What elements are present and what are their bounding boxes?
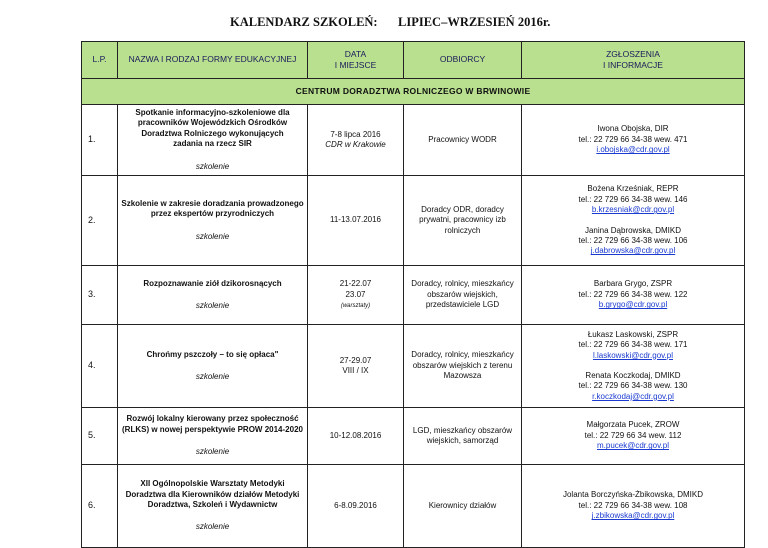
row-date-2: VIII / IX [342,366,369,375]
row-audience: Doradcy, rolnicy, mieszkańcy obszarów wiejskich, przedstawiciele LGD [404,266,522,325]
section-title: CENTRUM DORADZTWA ROLNICZEGO W BRWINOWIE [82,79,745,105]
row-type: szkolenie [195,447,230,457]
row-date: 10-12.08.2016 [308,408,404,465]
row-date-2: 23.07 [345,289,366,299]
row-audience: LGD, mieszkańcy obszarów wiejskich, samorząd [404,408,522,465]
table-row [82,325,745,408]
contact-email-link[interactable]: j.zbikowska@cdr.gov.pl [591,511,675,521]
row-date-note: (warsztaty) [340,302,371,309]
contact-name: Iwona Obojska, DIR [597,124,669,134]
title-left: KALENDARZ SZKOLEŃ: [230,15,378,29]
contact-name: Barbara Grygo, ZSPR [593,279,673,289]
contact-phone: tel.: 22 729 66 34-38 wew. 106 [578,235,688,245]
row-date: 11-13.07.2016 [308,176,404,266]
contact-name: Łukasz Laskowski, ZSPR [587,329,679,339]
row-number: 5. [82,408,118,465]
row-date-cell [308,105,404,176]
col-contact-line2: I INFORMACJE [603,60,663,70]
row-contact-cell [522,325,745,408]
row-title-cell [118,176,308,266]
contact-name: Janina Dąbrowska, DMIKD [584,225,682,235]
row-title: Spotkanie informacyjno-szkoleniowe dla pracowników Wojewódzkich Ośrodków Doradztwa Rolniczego wykonujących zadania na rzecz SIR [135,108,290,149]
row-number: 4. [82,325,118,408]
contact-email-link[interactable]: b.grygo@cdr.gov.pl [598,300,668,310]
row-contact-cell [522,105,745,176]
col-lp: L.P. [82,42,118,79]
training-calendar-table [81,41,745,548]
row-contact-cell [522,408,745,465]
row-date: 21-22.07 [339,279,372,289]
row-title-cell [118,465,308,548]
contact-name: Małgorzata Pucek, ZROW [586,420,680,430]
contact-name: Renata Koczkodaj, DMIKD [585,371,681,380]
row-contact-cell [522,465,745,548]
row-number: 1. [82,105,118,176]
contact-phone: tel.: 22 729 66 34 wew. 112 [584,430,682,440]
row-date-cell [308,325,404,408]
col-date [308,42,404,79]
row-number: 6. [82,465,118,548]
row-title: Szkolenie w zakresie doradzania prowadzonego przez ekspertów przyrodniczych [121,198,304,219]
col-date-line2: I MIEJSCE [334,60,377,70]
row-audience: Pracownicy WODR [404,105,522,176]
row-place: CDR w Krakowie [325,140,386,149]
table-row [82,105,745,176]
col-contact-line1: ZGŁOSZENIA [606,48,660,59]
table-row [82,465,745,548]
row-contact-cell [522,176,745,266]
row-date: 27-29.07 [339,355,372,365]
row-title: XII Ogólnopolskie Warsztaty Metodyki Doradztwa dla Kierowników działów Metodyki Doradztwa, Szkoleń i Wydawnictw [125,479,300,509]
row-type: szkolenie [195,231,230,241]
row-title-cell [118,325,308,408]
row-type: szkolenie [195,372,230,381]
row-contact-cell [522,266,745,325]
contact-email-link[interactable]: i.obojska@cdr.gov.pl [596,145,670,155]
contact-email-link[interactable]: j.dabrowska@cdr.gov.pl [590,246,676,256]
row-audience: Kierownicy działów [404,465,522,548]
row-title-cell [118,266,308,325]
row-date-cell [308,266,404,325]
row-number: 3. [82,266,118,325]
col-audience: ODBIORCY [404,42,522,79]
contact-phone: tel.: 22 729 66 34-38 wew. 122 [578,289,688,299]
contact-email-link[interactable]: r.koczkodaj@cdr.gov.pl [592,391,674,401]
contact-name: Jolanta Borczyńska-Żbikowska, DMIKD [562,490,704,500]
table-row [82,408,745,465]
row-title-cell [118,408,308,465]
contact-phone: tel.: 22 729 66 34-38 wew. 146 [578,194,688,204]
contact-name: Bożena Krześniak, REPR [587,184,679,194]
col-name: NAZWA I RODZAJ FORMY EDUKACYJNEJ [118,42,308,79]
row-type: szkolenie [195,301,230,310]
contact-email-link[interactable]: l.laskowski@cdr.gov.pl [593,350,673,360]
row-title-cell [118,105,308,176]
table-header-row [82,42,745,79]
col-contact [522,42,745,79]
row-title: Rozwój lokalny kierowany przez społeczność (RLKS) w nowej perspektywie PROW 2014-2020 [122,414,303,434]
contact-email-link[interactable]: b.krzesniak@cdr.gov.pl [591,205,675,215]
row-title: Rozpoznawanie ziół dzikorosnących [143,278,282,288]
contact-phone: tel.: 22 729 66 34-38 wew. 171 [578,340,688,350]
document-title [0,15,768,33]
col-date-line1: DATA [344,48,367,59]
section-row [82,79,745,105]
row-type: szkolenie [195,161,230,171]
row-audience: Doradcy, rolnicy, mieszkańcy obszarów wiejskich z terenu Mazowsza [404,325,522,408]
row-type: szkolenie [195,522,230,532]
title-right: LIPIEC–WRZESIEŃ 2016r. [398,15,551,29]
contact-phone: tel.: 22 729 66 34-38 wew. 130 [578,381,688,391]
row-number: 2. [82,176,118,266]
contact-phone: tel.: 22 729 66 34-38 wew. 108 [578,500,688,510]
row-date: 6-8.09.2016 [308,465,404,548]
row-title: Chrońmy pszczoły – to się opłaca" [146,349,279,359]
contact-email-link[interactable]: m.pucek@cdr.gov.pl [596,441,669,451]
table-row [82,266,745,325]
row-date: 7-8 lipca 2016 [330,129,381,139]
contact-phone: tel.: 22 729 66 34-38 wew. 471 [578,134,688,144]
row-audience: Doradcy ODR, doradcy prywatni, pracownicy izb rolniczych [404,176,522,266]
table-row [82,176,745,266]
